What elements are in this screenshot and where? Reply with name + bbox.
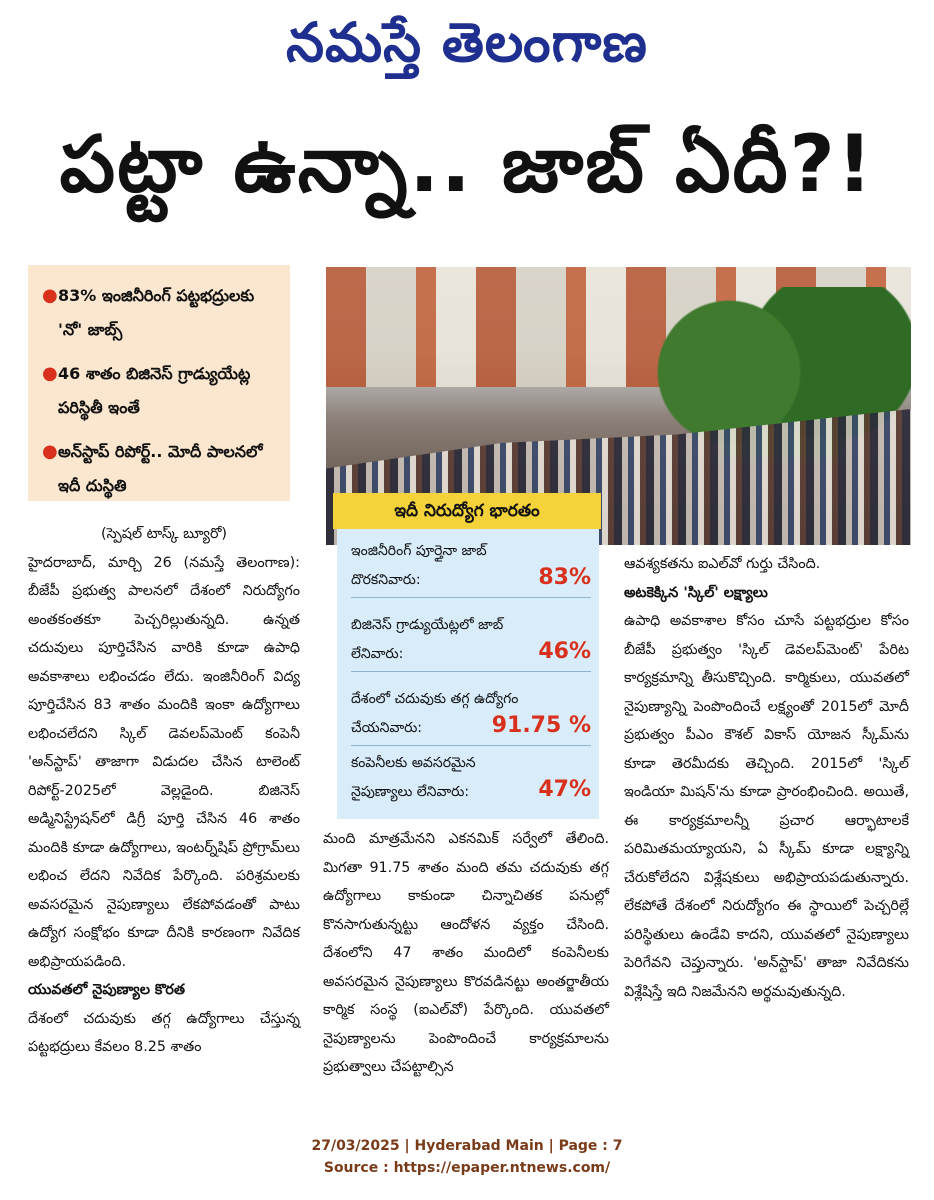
footer-date-edition: 27/03/2025 | Hyderabad Main | Page : 7 <box>311 1138 623 1154</box>
highlight-item: ● 46 శాతం బిజినెస్ గ్రాడ్యుయేట్ల పరిస్థితీ ఇంతే <box>42 357 280 425</box>
stat-value: 46% <box>538 639 591 664</box>
article-column-1 <box>28 520 300 1062</box>
article-paragraph: ఆవశ్యకతను ఐఎల్‌వో గుర్తు చేసింది. <box>624 556 821 572</box>
divider <box>351 745 591 746</box>
bullet-icon: ● <box>42 441 58 462</box>
stat-item: కంపెనీలకు అవసరమైన నైపుణ్యాలు లేనివారు: 47% <box>351 755 591 802</box>
stat-item: బిజినెస్ గ్రాడ్యుయేట్లలో జాబ్ లేనివారు: 46% <box>351 611 591 672</box>
newspaper-masthead: నమస్తే తెలంగాణ <box>286 10 648 74</box>
bullet-icon: ● <box>42 285 58 306</box>
stat-item: దేశంలో చదువుకు తగ్గ ఉద్యోగం చేయనివారు: 91.75 % <box>351 685 591 746</box>
highlight-item: ● అన్‌స్టాప్ రిపోర్ట్.. మోదీ పాలనలో ఇదీ దుస్థితి <box>42 435 280 503</box>
article-column-3 <box>624 550 909 1006</box>
footer-source-link[interactable]: Source : https://epaper.ntnews.com/ <box>323 1160 611 1176</box>
stat-value: 91.75 % <box>491 713 591 738</box>
stat-value: 47% <box>538 777 591 802</box>
subheading: యువతలో నైపుణ్యాల కొరత <box>28 982 186 998</box>
stat-value: 83% <box>538 565 591 590</box>
highlights-box <box>28 265 290 501</box>
subheading: అటకెక్కిన 'స్కిల్' లక్ష్యాలు <box>624 584 768 601</box>
article-paragraph: హైదరాబాద్, మార్చి 26 (నమస్తే తెలంగాణ): బీజేపీ ప్రభుత్వ పాలనలో దేశంలో నిరుద్యోగం అంతకంతకూ పెచ్చరిల్లుతున్నది. ఉన్నత చదువులు పూర్తిచేసిన వారికి కూడా ఉపాధి అవకాశాలు లభించడం లేదు. ఇంజినీరింగ్ విద్య పూర్తిచేసిన 83 శాతం మందికి ఇంకా ఉద్యోగాలు లభించలేదని స్కిల్ డెవలప్‌మెంట్ కంపెనీ 'అన్‌స్టాప్' తాజాగా విడుదల చేసిన టాలెంట్ రిపోర్ట్-2025లో వెల్లడైంది. బిజినెస్ అడ్మినిస్ట్రేషన్‌లో డిగ్రీ పూర్తి చేసిన 46 శాతం మందికి కూడా ఉద్యోగాలు, ఇంటర్న్‌షిప్ ప్రోగ్రామ్‌లు లభించ లేదని నివేదిక పేర్కొంది. పరిశ్రమలకు అవసరమైన నైపుణ్యాలు లేకపోవడంతో పాటు ఉద్యోగ సంక్షోభం కూడా దీనికి కారణంగా నివేదిక అభిప్రాయపడింది. <box>28 554 300 970</box>
article-paragraph: ఉపాధి అవకాశాల కోసం చూసే పట్టభద్రుల కోసం బీజేపీ ప్రభుత్వం 'స్కిల్ డెవలప్‌మెంట్' పేరిట కార్యక్రమాన్ని తీసుకొచ్చింది. కార్మికులు, యువతలో నైపుణ్యాన్ని పెంపొందించే లక్ష్యంతో 2015లో మోదీ ప్రభుత్వం పీఎం కౌశల్ వికాస్ యోజన స్కీమ్‌ను కూడా తెరమీదకు తెచ్చింది. 2015లో 'స్కిల్ ఇండియా మిషన్'ను కూడా ప్రారంభించింది. అయితే, ఈ కార్యక్రమాలన్నీ ప్రచార ఆర్భాటాలకే పరిమితమయ్యాయని, ఏ స్కీమ్ కూడా లక్ష్యాన్ని చేరుకోలేదని విశ్లేషకులు అభిప్రాయపడుతున్నారు. లేకపోతే దేశంలో నిరుద్యోగం ఈ స్థాయిలో పెచ్చరిల్లే పరిస్థితులు ఉండేవి కాదని, యువతలో నైపుణ్యాలు పెరిగేవని చెప్తున్నారు. 'అన్‌స్టాప్' తాజా నివేదికను విశ్లేషిస్తే ఇది నిజమేనని అర్థమవుతున్నది. <box>624 613 909 1000</box>
divider <box>351 671 591 672</box>
byline: (స్పెషల్ టాస్క్ బ్యూరో) <box>101 526 227 542</box>
article-paragraph: మంది మాత్రమేనని ఎకనమిక్ సర్వేలో తేలింది. మిగతా 91.75 శాతం మంది తమ చదువుకు తగ్గ ఉద్యోగాలు కాకుండా చిన్నాచితక పనుల్లో కొనసాగుతున్నట్టు ఆందోళన వ్యక్తం చేసింది. దేశంలోని 47 శాతం మందిలో కంపెనీలకు అవసరమైన నైపుణ్యాలు కొరవడినట్టు అంతర్జాతీయ కార్మిక సంస్థ (ఐఎల్‌వో) పేర్కొంది. యువతలో నైపుణ్యాలను పెంపొందించే కార్యక్రమాలను ప్రభుత్వాలు చేపట్టాల్సిన <box>323 831 609 1075</box>
bullet-icon: ● <box>42 363 58 384</box>
stat-item: ఇంజినీరింగ్ పూర్తైనా జాబ్ దొరకనివారు: 83% <box>351 537 591 598</box>
article-headline: పట్టా ఉన్నా.. జాబ్ ఏదీ?! <box>59 120 875 210</box>
divider <box>351 597 591 598</box>
unemployment-stats-box <box>337 493 599 819</box>
article-paragraph: దేశంలో చదువుకు తగ్గ ఉద్యోగాలు చేస్తున్న పట్టభద్రులు కేవలం 8.25 శాతం <box>28 1010 300 1055</box>
stats-box-title: ఇదీ నిరుద్యోగ భారతం <box>333 493 601 529</box>
highlight-item: ● 83% ఇంజినీరింగ్ పట్టభద్రులకు 'నో' జాబ్స్ <box>42 279 280 347</box>
article-column-2 <box>323 825 609 1082</box>
